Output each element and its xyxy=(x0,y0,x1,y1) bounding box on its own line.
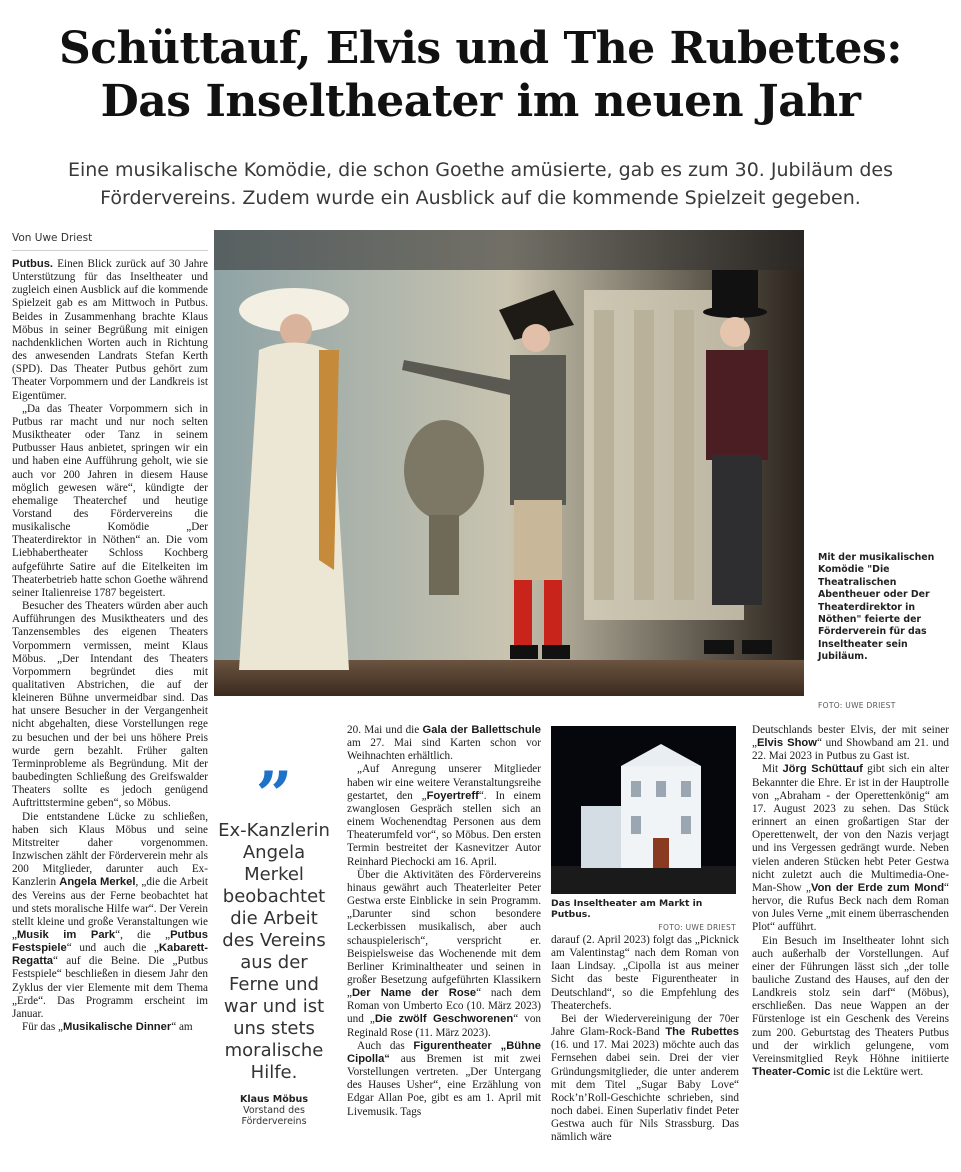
highlight: Kabarett-Regatta xyxy=(12,942,208,968)
paragraph xyxy=(752,724,949,763)
paragraph: Besucher des Theaters würden aber auch Aufführungen des Musiktheaters und des Tanzensembles des eigenen Theaters Vorpommern vermissen, meint Klaus Möbus. „Der Intendant des Theaters Vorpommern begründet dies mit qualitativen Abstrichen, die auf der kleineren Bühne unvermeidbar sind. Das hat unsere Besucher in der Vergangenheit nicht abgehalten, diese Vorstellungen rege zu besuchen und der bei uns höhere Preis wurde gern bezahlt. Früher galten Terminprobleme als Begründung. Mit der baubedingten Schließung des Greifswalder Theaters sollte es jedoch genügend Auftrittstermine geben“, so Möbus. xyxy=(12,600,208,810)
paragraph xyxy=(347,763,541,868)
subheadline-line-1: Eine musikalische Komödie, die schon Goethe amüsierte, gab es zum 30. Jubiläum des xyxy=(67,159,894,181)
theater-photo-caption xyxy=(551,898,736,932)
text: Auch das xyxy=(357,1039,414,1052)
text: “ von Reginald Rose (11. März 2023). xyxy=(347,1013,542,1039)
text: Die entstandene Lücke zu schließen, haben sich Klaus Möbus und seine Mitstreiter daher vorgenommen. Inzwischen zählt der Förderverein mehr als 200 Mitglieder, darunter auch Ex-Kanzlerin xyxy=(12,810,208,889)
article-column-1 xyxy=(12,258,208,1034)
text: 20. Mai und die xyxy=(347,724,423,736)
article-column-3 xyxy=(551,934,739,1145)
text: (16. und 17. Mai 2023) möchte auch das Fernsehen dabei sein. Drei der vier Gründungsmitglieder, die unter anderem mit dem Titel „Sugar Baby Love“ Rock’n’Roll-Geschichte schrieben, sind noch dabei. Einen Superlativ findet Peter Gestwa auch für Nils Strassburg. Das nämlich wäre xyxy=(551,1039,739,1144)
quote-author: Klaus Möbus xyxy=(240,1094,308,1105)
text: “. In einem zwanglosen Gespräch stellen sich an einem Wochenendtag Personen aus dem Theaterumfeld vor“, so Möbus. Den ersten Termin bestreitet der Kasnevitzer Autor Reinhard Piechocki am 16. April. xyxy=(347,789,542,868)
text: “, die „ xyxy=(115,928,171,941)
paragraph xyxy=(347,869,541,1040)
stage-scene-image xyxy=(214,230,804,696)
highlight: Elvis Show xyxy=(756,737,817,750)
paragraph xyxy=(12,1021,208,1034)
text: “ und auch die „ xyxy=(66,942,159,955)
article-column-4 xyxy=(752,724,949,1079)
theater-building-image xyxy=(551,726,736,894)
text: Deutschlands bester Elvis, der mit seiner „ xyxy=(752,724,949,750)
text: „Auf Anregung unserer Mitglieder haben wir eine weitere Veranstaltungsreihe gestartet, den „ xyxy=(347,763,541,802)
text: Über die Aktivitäten des Fördervereins hinaus gewährt auch Theaterleiter Peter Gestwa erste Einblicke in sein Programm. „Darunter sind schon besondere Leckerbissen musikalisch, aber auch schauspielerisch“, verspricht er. Beispielsweise das Wochenende mit dem Berliner Kriminaltheater und seinen in großer Besetzung aufgeführten Klassikern „ xyxy=(347,868,541,1000)
highlight: Musik im Park xyxy=(16,928,116,941)
highlight: Angela Merkel xyxy=(59,876,136,889)
byline: Von Uwe Driest xyxy=(12,232,208,251)
highlight: Gala der Ballettschule xyxy=(422,724,541,736)
headline xyxy=(0,22,961,128)
paragraph xyxy=(347,724,541,763)
photo-credit: FOTO: UWE DRIEST xyxy=(818,700,896,710)
quote-mark-icon: ” xyxy=(255,758,293,833)
main-photo xyxy=(214,230,804,696)
text: “ und Showband am 21. und 22. Mai 2023 in Putbus zu Gast ist. xyxy=(752,737,950,763)
text: ist die Lektüre wert. xyxy=(830,1066,924,1079)
headline-line-1: Schüttauf, Elvis und The Rubettes: xyxy=(59,23,902,74)
dateline: Putbus. xyxy=(12,258,54,270)
theater-photo xyxy=(551,726,736,894)
text: gibt sich ein alter Bekannter die Ehre. Er ist in der Hauptrolle von „Abraham - der Operettenkönig“ am 17. August 2023 zu sehen. Das Stück erinnert an einen großartigen Star der Operettenwelt, der von den Nazis verjagt und ins Vergessen gedrängt wurde. Neben vielen anderen Stücken hebt Peter Gestwa nicht zuletzt auch die Multimedia-One-Man-Show „ xyxy=(752,763,950,894)
pull-quote xyxy=(214,758,334,1127)
text: aus Bremen ist mit zwei Vorstellungen vertreten. „Der Untergang des Hauses Usher“, eine Erzählung von Edgar Allan Poe, gibt es am 1. April mit Livemusik. Tags xyxy=(347,1052,541,1118)
highlight: Foyertreff xyxy=(426,789,479,802)
paragraph: darauf (2. April 2023) folgt das „Picknick am Valentinstag“ nach dem Roman von Iaan Lindsay. „Cipolla ist aus meiner Sicht das beste Figurentheater in Deutschland“, so die Empfehlung des Theaterchefs. xyxy=(551,934,739,1012)
paragraph xyxy=(12,258,208,403)
text: Einen Blick zurück auf 30 Jahre Unterstützung für das Inseltheater und zugleich einen Ausblick auf die kommende Spielzeit gab es am Mittwoch in Putbus. Beides in Zusammenhang brachte Klaus Möbus in seiner Begrüßung mit einigen nachdenklichen Worten auch in Richtung des anwesenden Landrats Stefan Kerth (SPD). Das Theater Putbus gehört zum Theater Vorpommern und der Landkreis ist Eigentümer. xyxy=(12,258,208,402)
paragraph xyxy=(12,811,208,1022)
paragraph: „Da das Theater Vorpommern sich in Putbus rar macht und nur noch selten Musiktheater oder Tanz in seinem Putbusser Haus anbietet, springen wir ein und haben eine Aufführung geholt, wie sie auch vor 200 Jahren in diesem Hause möglich gewesen wäre“, kündigte der ehemalige Theaterchef und heutige Vorstand des Fördervereins die musikalische Komödie „Der Theaterdirektor in Nöthen“ an. Die vom Liebhabertheater Schloss Kochberg aufgeführte Satire auf die Eitelkeiten im Theaterbetrieb hatte schon Goethe während seiner Italienreise 1787 begeistert. xyxy=(12,402,208,599)
paragraph xyxy=(347,1040,541,1119)
caption-text: Das Inseltheater am Markt in Putbus. xyxy=(551,898,703,920)
text: Bei der Wiedervereinigung der 70er Jahre Glam-Rock-Band xyxy=(551,1012,739,1039)
highlight: Putbus Festspiele xyxy=(12,928,208,955)
highlight: Von der Erde zum Mond xyxy=(810,881,945,894)
subheadline xyxy=(20,156,941,212)
quote-text: Ex-Kanzlerin Angela Merkel beobachtet die Arbeit des Vereins aus der Ferne und war und ist uns stets moralische Hilfe. xyxy=(218,820,330,1083)
highlight: The Rubettes xyxy=(665,1026,739,1039)
text: Für das „ xyxy=(22,1021,64,1034)
subheadline-line-2: Fördervereins. Zudem wurde ein Ausblick auf die kommende Spielzeit gegeben. xyxy=(100,187,861,209)
text: “ am xyxy=(171,1021,193,1034)
highlight: Musikalische Dinner xyxy=(63,1021,172,1034)
highlight: Jörg Schüttauf xyxy=(782,763,863,776)
text: “ nach dem Roman von Umberto Eco (10. März 2023) und „ xyxy=(347,987,541,1026)
text: Ein Besuch im Inseltheater lohnt sich auch außerhalb der Vorstellungen. Auf einer der Führungen lässt sich „der tolle bauliche Zustand des Hauses, auf den der Landkreis stolz sein darf“ (Möbus), erschließen. Das neue Wappen an der Fürstenloge ist ein Geschenk des Vereins zum 200. Geburtstag des Theaters Putbus und der wirklich gelungene, vom Vereinsmitglied Reyk Höhne initiierte xyxy=(752,934,949,1065)
highlight: Der Name der Rose xyxy=(351,987,477,1000)
paragraph xyxy=(752,935,949,1080)
text: “ hervor, die Rufus Beck nach dem Roman von Jules Verne „mit einem überraschenden Plot“ aufführt. xyxy=(752,881,949,934)
paragraph xyxy=(752,763,949,934)
article-column-2 xyxy=(347,724,541,1119)
highlight: Theater-Comic xyxy=(752,1066,831,1079)
text: , „die die Arbeit des Vereins aus der Ferne beobachtet hat und stets moralische Hilfe war“. Der Verein stellt kleine und große Veranstaltungen wie „ xyxy=(12,876,209,941)
photo-credit: FOTO: UWE DRIEST xyxy=(658,923,736,932)
quote-author-role: Vorstand des Fördervereins xyxy=(241,1105,307,1127)
text: “ auf die Beine. Die „Putbus Festspiele“ beschließen in diesem Jahr den Zyklus der vier Elemente mit dem Thema „Erde“. Das Programm erscheint im Januar. xyxy=(12,955,208,1020)
highlight: Figurentheater „Bühne Cipolla“ xyxy=(347,1039,541,1065)
main-photo-caption xyxy=(818,552,948,712)
caption-text: Mit der musikalischen Komödie "Die Theatralischen Abentheuer oder Der Theaterdirektor in Nöthen" feierte der Förderverein für das Inseltheater sein Jubiläum. xyxy=(818,552,935,663)
paragraph xyxy=(551,1013,739,1145)
text: am 27. Mai sind Karten schon vor Weihnachten erhältlich. xyxy=(347,737,541,763)
headline-line-2: Das Inseltheater im neuen Jahr xyxy=(100,76,861,127)
text: Mit xyxy=(762,763,783,776)
highlight: Die zwölf Geschworenen xyxy=(374,1013,514,1026)
